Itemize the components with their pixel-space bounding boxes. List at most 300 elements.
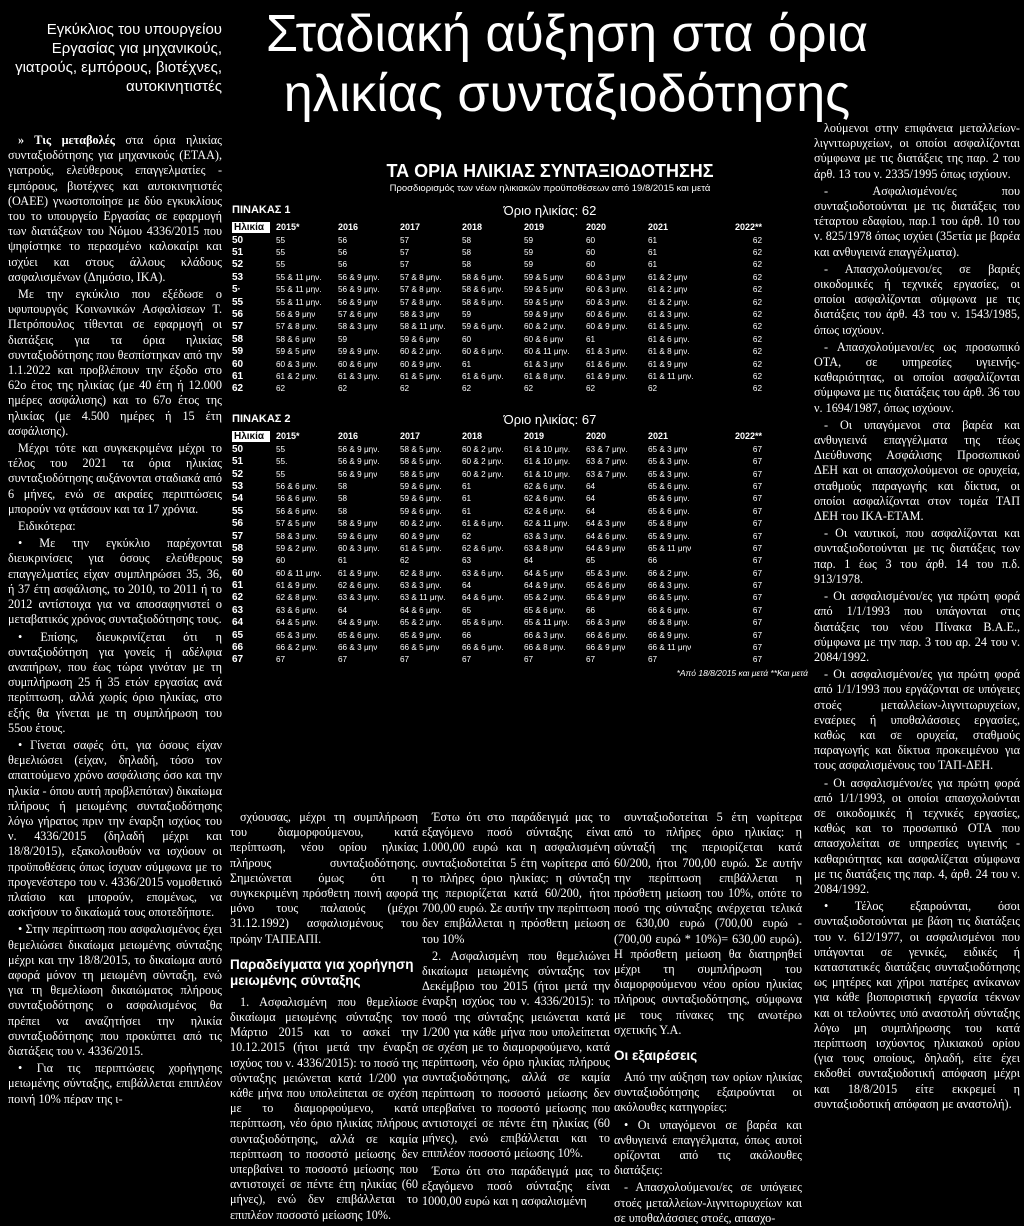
age-limit-cell: 61 & 3 μην.: [338, 371, 380, 381]
age-limit-cell: 56 & 6 μην.: [276, 506, 318, 516]
age-limit-cell: 59: [462, 310, 472, 320]
age-limit-cell: 58 & 6 μην: [276, 334, 316, 344]
age-limit-cell: 60 & 6 μην.: [462, 347, 504, 357]
table-row: [232, 321, 808, 333]
table-row: [232, 493, 808, 505]
table-row: [232, 629, 808, 641]
age-limit-cell: 55 & 11 μην.: [276, 272, 322, 282]
paragraph: - Απασχολούμενοι/ες σε βαριές οικοδομικές ή τεχνικές εργασίες, οι οποίοι ασφαλίζονται σύμφωνα με τις διατάξεις του άρθ. 43 του ν. 1543/1985, όπως ισχύουν.: [814, 261, 1020, 337]
age-limit-cell: 60: [462, 334, 472, 344]
age-limit-cell: 59 & 5 μην: [276, 347, 316, 357]
age-limit-cell: 65 & 3 μην.: [586, 568, 628, 578]
headline: Σταδιακή αύξηση στα όρια ηλικίας συνταξιοδότησης: [265, 5, 869, 123]
age-cell: 61: [232, 370, 244, 382]
panel-label: ΠΙΝΑΚΑΣ 1: [232, 204, 291, 216]
year-header-row: [232, 220, 808, 234]
age-limit-cell: 66 & 6 μην.: [648, 605, 690, 615]
age-limit-cell: 59 & 5 μην: [524, 272, 564, 282]
age-limit-cell: 57 & 8 μην.: [400, 297, 442, 307]
age-limit-cell: 62 & 6 μην.: [338, 581, 380, 591]
paragraph: • Γίνεται σαφές ότι, για όσους είχαν θεμελιώσει (είχαν, δηλαδή, τόσο τον απαιτούμενο χρόνο ασφάλισης όσο και την ηλικία - όπου αυτή προβλεπόταν) δικαίωμα πλήρους ή μειωμένης συνταξιοδότησης λόγω γήρατος πριν την έναρξη ισχύος του ν. 4336/2015 (δηλαδή μέχρι και 18/8/2015), εξακολουθούν να ισχύουν οι προϋποθέσεις όπως ίσχυαν σύμφωνα με το προγενέστερο του ν. 4336/2015 νομοθετικό πλαίσιο και μπορούν, επομένως, να ασκήσουν το δικαίωμά τους οποτεδήποτε.: [8, 737, 222, 920]
age-cell: 51: [232, 456, 244, 468]
table-panel: [232, 200, 808, 395]
age-limit-cell: 65 & 9 μην: [586, 593, 626, 603]
age-limit-cell: 67: [752, 630, 762, 640]
age-limit-cell: 60 & 3 μην.: [338, 543, 380, 553]
table-row: [232, 468, 808, 480]
age-cell: 54: [232, 493, 244, 505]
age-limit-cell: 61 & 8 μην.: [648, 347, 690, 357]
table-row: [232, 654, 808, 666]
panel-header: [232, 409, 808, 429]
age-limit-cell: 60: [586, 235, 596, 245]
age-limit-cell: 59 & 6 μην.: [400, 494, 442, 504]
table-row: [232, 443, 808, 455]
table-row: [232, 370, 808, 382]
age-cell: 56: [232, 309, 244, 321]
age-cell: 59: [232, 555, 244, 567]
age-limit-cell: 65 & 6 μην.: [648, 506, 690, 516]
table-row: [232, 333, 808, 345]
age-limit-cell: 58 & 3 μην: [338, 322, 378, 332]
age-header: Ηλικία: [232, 222, 270, 233]
age-limit-cell: 61 & 10 μην.: [524, 457, 571, 467]
age-limit: Όριο ηλικίας: 67: [503, 411, 597, 427]
age-limit-cell: 62: [752, 260, 762, 270]
age-limit-cell: 62: [400, 556, 410, 566]
age-limit-cell: 58: [338, 494, 348, 504]
age-limit-cell: 61 & 10 μην.: [524, 444, 571, 454]
year-header: 2015*: [276, 222, 300, 232]
year-header: 2021: [648, 431, 669, 442]
age-limit-cell: 57 & 8 μην.: [400, 272, 442, 282]
age-limit-cell: 65 & 2 μην.: [400, 618, 442, 628]
age-limit-cell: 64 & 5 μην.: [276, 618, 318, 628]
age-limit-cell: 67: [524, 655, 534, 665]
age-limit-cell: 67: [752, 543, 762, 553]
paragraph: σχύουσας, μέχρι τη συμπλήρωση του διαμορφούμενου, κατά περίπτωση, νέου ορίου ηλικίας πλήρους συνταξιοδότησης. Σημειώνεται όμως ότι η συγκεκριμένη πρόσθετη ποινή αφορά μόνο τους παλαιούς (μέχρι 31.12.1992) ασφαλισμένους του πρώην ΤΑΠΕΑΠΙ.: [230, 810, 418, 946]
table-row: [232, 346, 808, 358]
age-limit-cell: 66: [462, 630, 472, 640]
age-limit-cell: 66 & 8 μην.: [648, 618, 690, 628]
age-limit-cell: 58: [338, 506, 348, 516]
age-limit-cell: 67: [400, 655, 410, 665]
age-limit-cell: 55: [276, 235, 286, 245]
age-limit-cell: 66 & 9 μην.: [648, 630, 690, 640]
age-limit-cell: 60 & 9 μην.: [400, 359, 442, 369]
age-limit-cell: 59 & 2 μην.: [276, 543, 318, 553]
age-limit-cell: 57 & 5 μην: [276, 519, 316, 529]
age-limit-cell: 55 & 11 μην.: [276, 297, 322, 307]
table-footnote: *Από 18/8/2015 και μετά **Και μετά: [676, 668, 808, 679]
age-limit-cell: 62 & 8 μην.: [276, 593, 318, 603]
age-limit-cell: 59 & 9 μην: [524, 310, 564, 320]
paragraph: - Οι ασφαλισμένοι/ες για πρώτη φορά από 1/1/1993 που εργάζονται σε υπόγειες στοές μεταλλείων-λιγνιτωρυχείων, εναέριες ή υποθαλάσσιες εργασίες, καθώς και σε ορυχεία, σταθμούς παραγωγής και δίκτυα προκειμένου για τους ασφαλισμένους του ΤΑΠ-ΔΕΗ.: [814, 667, 1020, 773]
age-limit-cell: 62: [400, 384, 410, 394]
paragraph: Έστω ότι στο παράδειγμά μας το εξαγόμενο ποσό σύνταξης είναι 1000,00 ευρώ και η ασφαλισμένη: [422, 1163, 610, 1209]
age-limit-cell: 55: [276, 248, 286, 258]
age-limit-cell: 60 & 2 μην.: [524, 322, 566, 332]
table-row: [232, 505, 808, 517]
age-limit-cell: 67: [462, 655, 472, 665]
age-limit-cell: 56 & 6 μην.: [276, 494, 318, 504]
age-limit-cell: 63 & 7 μην.: [586, 469, 628, 479]
table-row: [232, 567, 808, 579]
age-limit-cell: 61 & 2 μην: [648, 285, 688, 295]
age-cell: 62: [232, 592, 244, 604]
age-limit-cell: 59 & 5 μην: [524, 285, 564, 295]
age-limit-cell: 56 & 9 μην.: [338, 457, 380, 467]
age-limit-cell: 57 & 6 μην: [338, 310, 378, 320]
age-limit-cell: 62: [752, 347, 762, 357]
age-limit-cell: 57 & 8 μην.: [276, 322, 318, 332]
year-header: 2016: [338, 222, 359, 232]
age-limit-cell: 64 & 9 μην.: [338, 618, 380, 628]
year-header: 2019: [524, 222, 545, 232]
age-limit-cell: 61 & 9 μην.: [586, 371, 628, 381]
section-heading: Παραδείγματα για χορήγηση μειωμένης σύνταξης: [230, 956, 414, 988]
age-limit-cell: 59 & 6 μην.: [462, 322, 504, 332]
age-limit-cell: 62: [524, 384, 534, 394]
age-limit-cell: 61: [586, 334, 596, 344]
bottom-column-1: [230, 810, 418, 1222]
age-header: Ηλικία: [232, 431, 270, 442]
age-limit-cell: 59: [524, 248, 534, 258]
age-limit-cell: 66 & 9 μην: [586, 643, 626, 653]
paragraph: Μέχρι τότε και συγκεκριμένα μέχρι το τέλος του 2021 τα όρια ηλικίας συνταξιοδότησης αυξάνονται σταδιακά από 6 μήνες, ενώ σε ακραίες περιπτώσεις μπορούν να φτάσουν και τα 17 χρόνια.: [8, 441, 222, 516]
age-limit-cell: 61 & 9 μην: [648, 359, 688, 369]
age-limit-cell: 58: [338, 481, 348, 491]
age-cell: 52: [232, 259, 244, 271]
age-limit-cell: 65: [586, 556, 596, 566]
age-limit-cell: 61 & 6 μην.: [586, 359, 628, 369]
age-limit-cell: 61: [648, 235, 658, 245]
age-limit-cell: 67: [752, 506, 762, 516]
table-subtitle: Προσδιορισμός των νέων ηλικιακών προϋποθέσεων από 19/8/2015 και μετά: [389, 183, 711, 194]
age-limit-cell: 62 & 6 μην.: [524, 494, 566, 504]
table-row: [232, 617, 808, 629]
table-row: [232, 358, 808, 370]
table-row: [232, 383, 808, 395]
age-limit-cell: 58 & 9 μην: [338, 519, 378, 529]
age-limit-cell: 59: [524, 260, 534, 270]
table-row: [232, 555, 808, 567]
age-limit-cell: 61 & 6 μην.: [648, 334, 690, 344]
table-row: [232, 271, 808, 283]
age-cell: 64: [232, 617, 244, 629]
age-cell: 50: [232, 234, 244, 246]
age-limit-cell: 64: [586, 481, 596, 491]
table-row: [232, 296, 808, 308]
age-limit-cell: 56: [338, 260, 348, 270]
age-limit-cell: 67: [648, 655, 658, 665]
paragraph: - Απασχολούμενοι/ες σε υπόγειες στοές μεταλλείων-λιγνιτωρυχείων και σε υποθαλάσσιες στοές, απασχο-: [614, 1180, 802, 1225]
age-limit: Όριο ηλικίας: 62: [503, 202, 597, 218]
age-cell: 51: [232, 247, 244, 259]
age-limit-cell: 62 & 6 μην.: [462, 543, 504, 553]
age-limit-cell: 60 & 6 μην.: [586, 310, 628, 320]
age-limit-cell: 56 & 9 μην: [338, 297, 378, 307]
age-limit-cell: 64: [338, 605, 348, 615]
year-header: 2016: [338, 431, 359, 442]
age-limit-cell: 60: [586, 260, 596, 270]
age-limit-cell: 63 & 7 μην.: [586, 444, 628, 454]
age-limit-cell: 66 & 5 μην.: [648, 593, 690, 603]
age-limit-cell: 64 & 6 μην.: [400, 605, 442, 615]
age-limit-cell: 61: [648, 248, 658, 258]
age-limit-cell: 63 & 7 μην.: [586, 457, 628, 467]
age-limit-cell: 61 & 11 μην.: [648, 371, 694, 381]
table-row: [232, 579, 808, 591]
age-limit-cell: 62: [752, 272, 762, 282]
age-limit-cell: 61: [648, 260, 658, 270]
paragraph: - Απασχολούμενοι/ες ως προσωπικό ΟΤΑ, σε υπηρεσίες υγιεινής-καθαριότητας, οι οποίοι ασφαλίζονται σύμφωνα με τις διατάξεις του άρθ. 36 του ν. 1694/1987, όπως ισχύουν.: [814, 339, 1020, 415]
age-cell: 60: [232, 567, 244, 579]
paragraph: - Οι ασφαλισμένοι/ες για πρώτη φορά από 1/1/1993, οι οποίοι απασχολούνται σε οικοδομικές ή τεχνικές εργασίες, καθώς και το προσωπικό ΟΤΑ που απασχολείται σε υπηρεσίες υγιεινής - καθαριότητας και ασφαλίζεται σύμφωνα με τις διατάξεις της παρ. 4, άρθ. 24 του ν. 2084/1992.: [814, 775, 1020, 896]
age-cell: 55: [232, 296, 244, 308]
age-limit-cell: 61 & 3 μην.: [586, 347, 628, 357]
age-cell: 58: [232, 333, 244, 345]
age-limit-cell: 59 & 6 μην: [338, 531, 378, 541]
age-cell: 66: [232, 642, 244, 654]
age-limit-cell: 65 & 3 μην.: [276, 630, 318, 640]
age-limit-cell: 59 & 9 μην.: [338, 347, 380, 357]
age-limit-cell: 63 & 6 μην.: [462, 568, 504, 578]
age-limit-cell: 61 & 5 μην.: [400, 543, 442, 553]
age-limit-cell: 62 & 8 μην.: [400, 568, 442, 578]
age-limit-cell: 65 & 2 μην.: [524, 593, 566, 603]
table-row: [232, 308, 808, 320]
age-limit-cell: 67: [752, 556, 762, 566]
age-limit-cell: 61 & 5 μην.: [648, 322, 690, 332]
age-limit-cell: 58 & 6 μην.: [462, 285, 504, 295]
age-limit-cell: 62: [276, 384, 286, 394]
age-limit-cell: 59: [338, 334, 348, 344]
age-cell: 57: [232, 321, 244, 333]
age-limit-cell: 60 & 2 μην.: [400, 347, 442, 357]
age-limit-cell: 62: [648, 384, 658, 394]
age-limit-cell: 60 & 9 μην.: [586, 322, 628, 332]
year-header-row: [232, 429, 808, 443]
age-limit-cell: 62 & 6 μην.: [524, 481, 566, 491]
age-limit-cell: 60 & 6 μην: [524, 334, 564, 344]
age-limit-cell: 66 & 3 μην: [586, 618, 626, 628]
age-limit-cell: 61 & 10 μην.: [524, 469, 571, 479]
age-cell: 52: [232, 468, 244, 480]
age-limit-cell: 57 & 8 μην.: [400, 285, 442, 295]
age-limit-cell: 65 & 6 μην: [586, 581, 626, 591]
age-cell: 58: [232, 542, 244, 554]
age-limit-cell: 59: [524, 235, 534, 245]
age-limit-cell: 67: [338, 655, 348, 665]
age-limit-cell: 60 & 2 μην.: [400, 519, 442, 529]
age-limit-cell: 61 & 2 μην.: [648, 297, 690, 307]
age-limit-cell: 55.: [276, 457, 288, 467]
age-limit-cell: 60 & 3 μην.: [586, 297, 628, 307]
age-limit-cell: 64: [462, 581, 472, 591]
paragraph: - Οι ασφαλισμένοι/ες για πρώτη φορά από 1/1/1993 που υπάγονται στις διατάξεις του νέου Πίνακα Β.Α.Ε., σύμφωνα με την παρ. 3 του αρ. 24 του ν. 2084/1992.: [814, 589, 1020, 664]
age-limit-cell: 56: [338, 235, 348, 245]
age-limit-cell: 64: [524, 556, 534, 566]
age-limit-cell: 66 & 3 μην.: [524, 630, 566, 640]
year-header: 2020: [586, 431, 607, 442]
age-limit-cell: 67: [752, 643, 762, 653]
age-limit-cell: 56 & 9 μην.: [338, 272, 380, 282]
age-cell: 55: [232, 505, 244, 517]
age-limit-cell: 63 & 6 μην.: [276, 605, 318, 615]
year-header: 2022**: [734, 222, 762, 232]
age-cell: 62: [232, 383, 244, 395]
age-limit-cell: 67: [276, 655, 286, 665]
age-limit-cell: 62: [752, 384, 762, 394]
age-limit-cell: 62: [752, 248, 762, 258]
age-cell: 65: [232, 629, 244, 641]
age-limit-cell: 62: [338, 384, 348, 394]
age-limit-cell: 56 & 9 μην.: [338, 444, 380, 454]
age-limit-cell: 63 & 3 μην.: [338, 593, 380, 603]
age-limit-cell: 65 & 8 μην: [648, 519, 688, 529]
year-header: 2021: [648, 222, 669, 232]
age-cell: 59: [232, 346, 244, 358]
year-header: 2020: [586, 222, 607, 232]
age-limit-cell: 60 & 3 μην.: [276, 359, 318, 369]
age-limit-cell: 66 & 5 μην: [400, 643, 440, 653]
age-limit-cell: 66 & 6 μην.: [586, 630, 628, 640]
year-header: 2015*: [276, 431, 300, 442]
age-limit-cell: 58 & 6 μην.: [462, 272, 504, 282]
age-cell: 5·: [232, 284, 241, 296]
paragraph: • Με την εγκύκλιο παρέχονται διευκρινίσεις για όσους ελεύθερους επαγγελματίες είχαν συμπληρώσει 35, 36, ή 37 έτη ασφάλισης, το 2010, το 2011 ή το 2012 αντίστοιχα για να αποσαφηνιστεί ο μεταβατικός χρόνος συνταξιοδότησης τους.: [8, 536, 222, 627]
table-row: [232, 480, 808, 492]
age-limit-cell: 67: [752, 568, 762, 578]
age-limit-cell: 67: [752, 481, 762, 491]
age-limit-cell: 62: [752, 359, 762, 369]
age-cell: 53: [232, 480, 244, 492]
age-limit-cell: 60 & 3 μην.: [586, 285, 628, 295]
age-limit-cell: 60 & 11 μην.: [524, 347, 570, 357]
table-row: [232, 284, 808, 296]
age-limit-cell: 65: [462, 605, 472, 615]
table-row: [232, 246, 808, 258]
age-limit-cell: 66 & 3 μην: [338, 643, 378, 653]
pension-age-table: [232, 160, 808, 678]
age-limit-cell: 59 & 6 μην.: [400, 481, 442, 491]
age-limit-cell: 63: [462, 556, 472, 566]
paragraph: - Οι ναυτικοί, που ασφαλίζονται και συνταξιοδοτούνται με τις διατάξεις των παρ. 1 έως 3 του άρθ. 14 του π.δ. 913/1978.: [814, 526, 1020, 586]
age-limit-cell: 57: [400, 248, 410, 258]
paragraph: Με την εγκύκλιο που εξέδωσε ο υφυπουργός Κοινωνικών Ασφαλίσεων Τ. Πετρόπουλος τίθενται σε εφαρμογή οι διατάξεις για τα όρια ηλικίας συνταξιοδότησης που θεσπίστηκαν από την 1.1.2022 και προβλέπουν την έξοδο στο 62ο έτος της ηλικίας (με 40 έτη ή 12.000 ημέρες ασφάλισης) και το 67ο έτος της ηλικίας (με 4.500 ημέρες ή 15 έτη ασφάλισης).: [8, 287, 222, 438]
age-limit-cell: 60 & 6 μην: [338, 359, 378, 369]
age-limit-cell: 61 & 8 μην.: [524, 371, 566, 381]
age-limit-cell: 61 & 3 μην: [524, 359, 564, 369]
age-limit-cell: 56 & 9 μην: [276, 310, 316, 320]
age-limit-cell: 64 & 9 μην: [586, 543, 626, 553]
age-limit-cell: 61 & 6 μην.: [462, 371, 504, 381]
lead-in: » Τις μεταβολές: [18, 133, 115, 147]
age-limit-cell: 65 & 9 μην.: [400, 630, 442, 640]
age-limit-cell: 60: [276, 556, 286, 566]
paragraph: • Στην περίπτωση που ασφαλισμένος έχει θεμελιώσει δικαίωμα μειωμένης σύνταξης μέχρι και την 18/8/2015, το δικαίωμα αυτό αφορά μόνον τη μειωμένη σύνταξη, ενώ για τη θεμελίωση δικαιώματος πλήρους συνταξιοδότησης ο ασφαλισμένος θα πρέπει να αναζητήσει την ηλικία συνταξιοδότησης που προκύπτει από τις διατάξεις του ν. 4336/2015.: [8, 922, 222, 1058]
age-limit-cell: 61: [462, 481, 472, 491]
age-limit-cell: 56 & 6 μην.: [276, 481, 318, 491]
age-limit-cell: 61: [462, 494, 472, 504]
paragraph: • Τέλος εξαιρούνται, όσοι συνταξιοδοτούνται με βάση τις διατάξεις του ν. 612/1977, οι ασφαλισμένοι που υπάγονται σε γενικές, ειδικές ή καταστατικές διατάξεις συνταξιοδότησης ως μητέρες και χήροι πατέρες ανίκανων για κάθε βιοποριστική εργασία τέκνων και οι τελούντες υπό αναστολή σύνταξης λόγω μη συμπλήρωσης του κατά περίπτωση ισχύοντος ηλικιακού ορίου (για τους οποίους, δηλαδή, είτε έχει εκδοθεί συνταξιοδοτική απόφαση μέχρι και 18/8/2015 είτε εκκρεμεί η συνταξιοδοτική απόφαση με αναστολή).: [814, 899, 1020, 1111]
age-limit-cell: 64: [586, 506, 596, 516]
age-limit-cell: 64 & 5 μην: [524, 568, 564, 578]
age-limit-cell: 65 & 11 μην: [648, 543, 692, 553]
age-limit-cell: 60 & 2 μην.: [462, 444, 504, 454]
age-limit-cell: 67: [752, 457, 762, 467]
year-header: 2022**: [734, 431, 762, 442]
age-limit-cell: 58 & 5 μην: [400, 469, 440, 479]
age-limit-cell: 65 & 6 μην.: [338, 630, 380, 640]
age-limit-cell: 66: [586, 605, 596, 615]
panel-label: ΠΙΝΑΚΑΣ 2: [232, 413, 291, 426]
age-limit-cell: 66 & 6 μην.: [462, 643, 504, 653]
age-limit-cell: 61 & 2 μην.: [276, 371, 318, 381]
age-limit-cell: 59 & 6 μην.: [400, 506, 442, 516]
age-limit-cell: 56: [338, 248, 348, 258]
age-limit-cell: 62: [752, 235, 762, 245]
table-row: [232, 234, 808, 246]
age-limit-cell: 64: [586, 494, 596, 504]
age-limit-cell: 59 & 6 μην: [400, 334, 440, 344]
age-limit-cell: 65 & 11 μην.: [524, 618, 570, 628]
age-limit-cell: 62 & 11 μην.: [524, 519, 570, 529]
age-limit-cell: 62: [752, 297, 762, 307]
age-limit-cell: 61 & 2 μην: [648, 272, 688, 282]
paragraph: - Οι υπαγόμενοι στα βαρέα και ανθυγιεινά επαγγέλματα της τέως Διεύθυνσης Ασφάλισης Προσωπικού ΔΕΗ και οι απασχολούμενοι σε ορυχεία, σταθμούς παραγωγής και δίκτυα, οι οποίοι ασφαλίζονται στον τομέα ΤΑΠ ΔΕΗ του ΙΚΑ-ΕΤΑΜ.: [814, 417, 1020, 524]
bottom-column-3: [614, 810, 802, 1225]
year-header: 2019: [524, 431, 545, 442]
section-heading: Οι εξαιρέσεις: [614, 1048, 698, 1064]
age-limit-cell: 56 & 9 μην: [338, 469, 378, 479]
year-header: 2018: [462, 431, 483, 442]
age-limit-cell: 67: [752, 469, 762, 479]
paragraph: Ειδικότερα:: [18, 519, 76, 534]
table-panels: [232, 200, 808, 666]
table-row: [232, 542, 808, 554]
age-limit-cell: 62: [752, 322, 762, 332]
age-limit-cell: 58 & 6 μην.: [462, 297, 504, 307]
age-limit-cell: 55: [276, 260, 286, 270]
table-panel: [232, 409, 808, 666]
age-cell: 57: [232, 530, 244, 542]
paragraph: λούμενοι στην επιφάνεια μεταλλείων-λιγνιτωρυχείων, οι οποίοι ασφαλίζονται σύμφωνα με τις διατάξεις της παρ. 2 του άρθ. 13 του ν. 2335/1995 όπως ισχύουν.: [814, 121, 1020, 181]
paragraph: • Οι υπαγόμενοι σε βαρέα και ανθυγιεινά επαγγέλματα, όπως αυτοί ορίζονται από τις ακόλουθες διατάξεις:: [614, 1117, 802, 1178]
age-limit-cell: 58: [462, 248, 472, 258]
age-cell: 50: [232, 443, 244, 455]
age-limit-cell: 65 & 6 μην.: [462, 618, 504, 628]
age-limit-cell: 58: [462, 235, 472, 245]
age-limit-cell: 62: [586, 384, 596, 394]
age-limit-cell: 62: [752, 310, 762, 320]
left-column: [8, 133, 222, 1181]
age-limit-cell: 64 & 9 μην.: [524, 581, 566, 591]
age-limit-cell: 58: [462, 260, 472, 270]
paragraph: 1. Ασφαλισμένη που θεμελίωσε δικαίωμα μειωμένης σύνταξης τον Μάρτιο 2015 και το ασκεί την 10.12.2015 (ήτοι μετά την έναρξη ισχύος του ν. 4336/2015): το ποσό της σύνταξης μειώνεται κατά 1/200 για κάθε μήνα που υπολείπεται σε σχέση με το διαμορφούμενο, κατά περίπτωση, νέο όριο ηλικίας πλήρους συνταξιοδότησης, αλλά σε καμία περίπτωση το ποσοστό μείωσης δεν υπερβαίνει το ποσοστό μείωσης που αντιστοιχεί σε πέντε έτη ηλικίας (60 μήνες), ενώ δεν επιβάλλεται το επιπλέον ποσοστό μείωσης 10%.: [230, 994, 418, 1222]
age-limit-cell: 58 & 5 μην.: [400, 457, 442, 467]
age-limit-cell: 58 & 11 μην.: [400, 322, 446, 332]
table-row: [232, 455, 808, 467]
table-row: [232, 530, 808, 542]
age-limit-cell: 61: [338, 556, 348, 566]
table-row: [232, 259, 808, 271]
age-limit-cell: 67: [752, 618, 762, 628]
age-limit-cell: 61 & 9 μην.: [276, 581, 318, 591]
table-row: [232, 604, 808, 616]
age-limit-cell: 67: [752, 519, 762, 529]
